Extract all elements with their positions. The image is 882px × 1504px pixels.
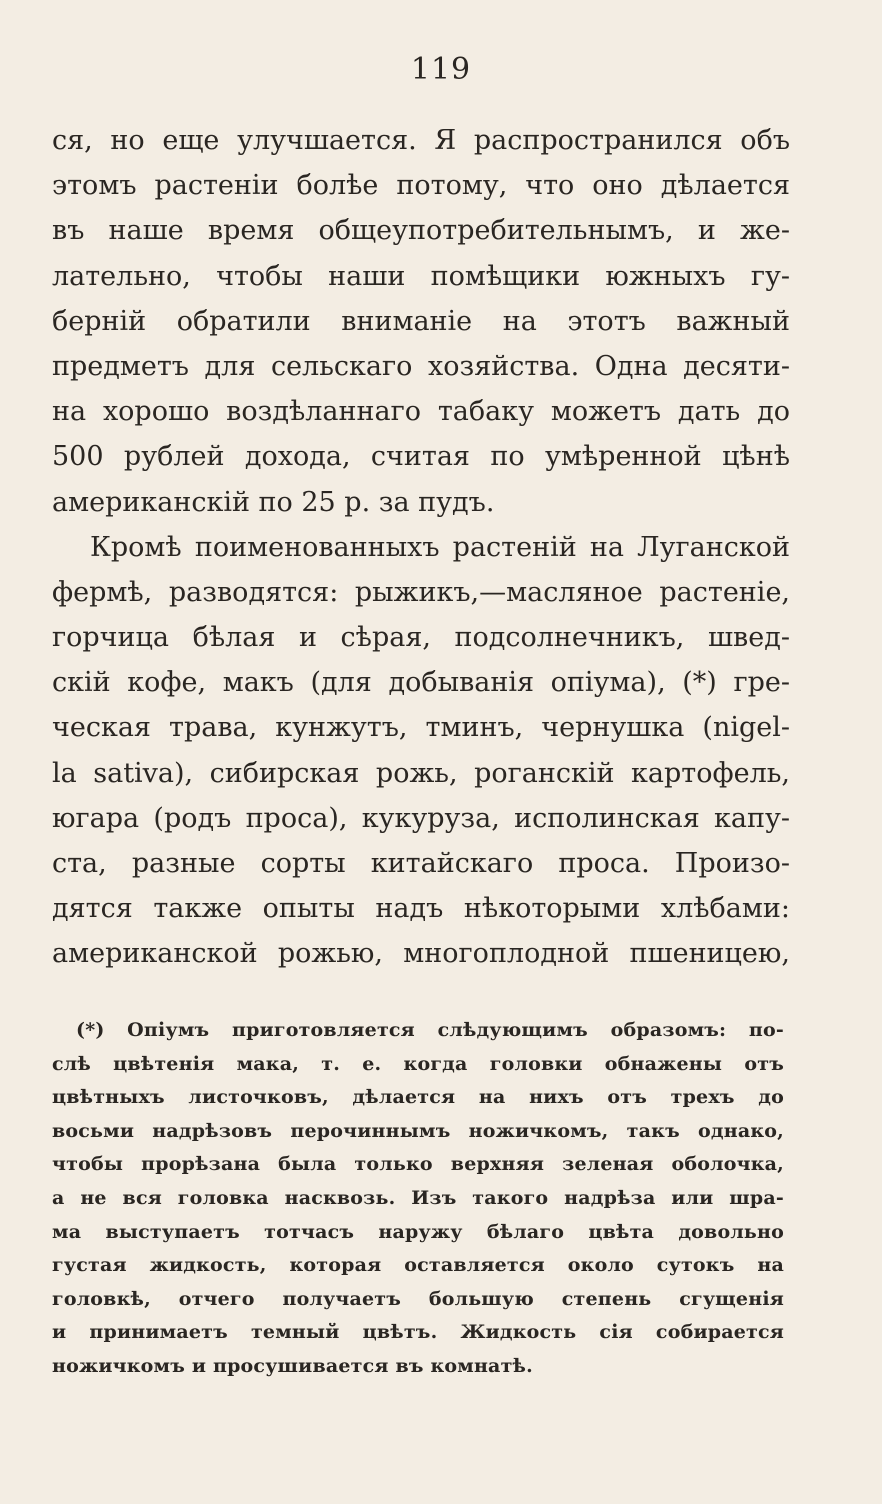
page-number: 119 [410, 52, 472, 87]
paragraph-2 [52, 525, 790, 977]
footnote [52, 1014, 784, 1384]
text-line: предметъ для сельскаго хозяйства. Одна десяти- [52, 350, 790, 382]
footnote-line: а не вся головка насквозь. Изъ такого надрѣза или шра- [52, 1186, 784, 1209]
text-line: 500 рублей дохода, считая по умѣренной цѣнѣ [52, 441, 790, 473]
text-line: лательно, чтобы наши помѣщики южныхъ гу- [52, 260, 790, 292]
text-line: югара (родъ проса), кукуруза, исполинская капу- [52, 802, 790, 834]
text-line: Кромѣ поименованныхъ растеній на Луганской [90, 531, 790, 563]
main-text [52, 118, 790, 977]
text-line: скій кофе, макъ (для добыванія опіума), (*) гре- [52, 667, 790, 699]
footnote-line: ма выступаетъ тотчасъ наружу бѣлаго цвѣта довольно [52, 1220, 784, 1243]
text-line: американской рожью, многоплодной пшеницею, [52, 938, 790, 970]
footnote-line: цвѣтныхъ листочковъ, дѣлается на нихъ отъ трехъ до [52, 1086, 784, 1109]
text-line: берній обратили вниманіе на этотъ важный [52, 305, 790, 337]
text-line: на хорошо воздѣланнаго табаку можетъ дать до [52, 396, 790, 428]
paragraph-1 [52, 118, 790, 525]
text-line: горчица бѣлая и сѣрая, подсолнечникъ, швед- [52, 622, 790, 654]
text-line: ческая трава, кунжутъ, тминъ, чернушка (nigel- [52, 712, 790, 744]
footnote-line: густая жидкость, которая оставляется около сутокъ на [52, 1254, 784, 1277]
footnote-line: и принимаетъ темный цвѣтъ. Жидкость сія собирается [52, 1321, 784, 1344]
footnote-line: слѣ цвѣтенія мака, т. е. когда головки обнажены отъ [52, 1052, 784, 1075]
text-line: этомъ растеніи болѣе потому, что оно дѣлается [52, 170, 790, 202]
text-line: въ наше время общеупотребительнымъ, и же- [52, 215, 790, 247]
footnote-line: ножичкомъ и просушивается въ комнатѣ. [52, 1354, 533, 1377]
text-line: ста, разные сорты китайскаго проса. Произо- [52, 848, 790, 879]
text-line: la sativa), сибирская рожь, роганскій картофель, [52, 757, 790, 789]
footnote-line: чтобы прорѣзана была только верхняя зеленая оболочка, [52, 1153, 784, 1176]
footnote-line: (*) Опіумъ приготовляется слѣдующимъ образомъ: по- [76, 1019, 784, 1041]
text-line: дятся также опыты надъ нѣкоторыми хлѣбами: [52, 893, 790, 925]
footnote-line: головкѣ, отчего получаетъ большую степень сгущенія [52, 1287, 784, 1310]
text-line: фермѣ, разводятся: рыжикъ,—масляное растеніе, [52, 576, 790, 608]
footnote-line: восьми надрѣзовъ перочиннымъ ножичкомъ, такъ однако, [52, 1119, 784, 1142]
text-line: ся, но еще улучшается. Я распространился объ [52, 125, 790, 156]
text-line: американскій по 25 р. за пудъ. [52, 486, 495, 518]
